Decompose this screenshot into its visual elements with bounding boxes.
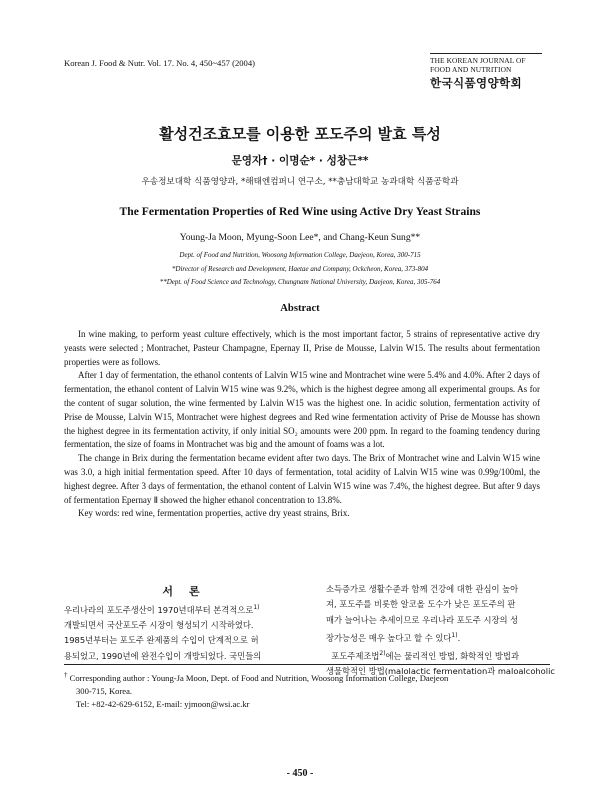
journal-rule [430, 53, 542, 54]
reference-marker: 1) [451, 631, 458, 639]
affiliation-en-2: *Director of Research and Development, Haetae and Company, Ockcheon, Korea, 373-804 [171, 265, 429, 273]
paper-title-kr: 활성건조효모를 이용한 포도주의 발효 특성 [159, 125, 441, 143]
journal-logo [430, 56, 542, 91]
affiliation-en-1: Dept. of Food and Nutrition, Woosong Information College, Daejeon, Korea, 300-715 [179, 251, 421, 259]
authors-kr: 문영자† · 이명순* · 성창근** [231, 155, 369, 167]
journal-name-kr: 한국식품영양학회 [430, 76, 523, 90]
authors-en: Young-Ja Moon, Myung-Soon Lee*, and Chang-Keun Sung** [179, 232, 421, 243]
reference-marker: 1) [253, 604, 260, 611]
corresponding-author-footnote [64, 669, 544, 711]
abstract-paragraph-2: After 1 day of fermentation, the ethanol contents of Lalvin W15 wine and Montrachet wine were 5.4% and 4.0%. After 2 days of fermentation, the ethanol content of Lalvin W15 wine was 9.2%, which is the highest degree among all experimental groups. As for the content of sugar solution, the wine fermented by Lalvin W15 was the highest one. In acidic solution, fermentation activity of Prise de Mousse, Lalvin W15, Montrachet were highest degrees and Red wine fermentation activity of Prise de Mousse has shown the highest degree in its fermentation activity, if only initial SO₂ amounts were 200 ppm. In regard to the foaming tendency during fermentation, the size of foams in Montrachet was big and the amount of foams was a lot. [64, 370, 540, 450]
intro-right-line-5: 포도주제조법$^{2)}$에는 물리적인 방법, 화학적인 방법과 [331, 649, 519, 661]
footnote-line-1: † Corresponding author : Young-Ja Moon, Dept. of Food and Nutrition, Woosong Information College, Daejeon [64, 671, 449, 683]
paper-title-en: The Fermentation Properties of Red Wine using Active Dry Yeast Strains [119, 205, 481, 218]
footnote-line-3: Tel: +82-42-629-6152, E-mail: yjmoon@wsi.ac.kr [76, 698, 250, 709]
page-number: - 450 - [286, 768, 314, 779]
footnote-divider [64, 664, 550, 665]
abstract-paragraph-3: The change in Brix during the fermentation became evident after two days. The Brix of Montrachet wine and Lalvin W15 wine was 3.0, a high initial fermentation speed. After 10 days of fermentation, total acidity of Lalvin W15 wine was 0.99g/100ml, the highest degree. After 3 days of fermentation, the ethanol content of Lalvin W15 wine was 7.4%, the highest degree. But after 9 days of fermentation Epernay Ⅱ showed the higher ethanol concentration to 13.8%. [64, 453, 540, 505]
abstract-body [64, 328, 540, 521]
intro-left-line-4: 용되었고, 1990년에 완전수입이 개방되었다. 국민들의 [64, 650, 262, 661]
journal-name-en-2: FOOD AND NUTRITION [430, 65, 512, 74]
journal-name-en-1: THE KOREAN JOURNAL OF [430, 56, 526, 65]
abstract-heading: Abstract [280, 303, 320, 314]
footnote-line-2: 300-715, Korea. [76, 685, 133, 696]
intro-left-line-3: 1985년부터는 포도주 완제품의 수입이 단계적으로 허 [64, 635, 259, 646]
reference-marker: 2) [379, 649, 386, 657]
intro-right-line-2: 져, 포도주를 비롯한 알코올 도수가 낮은 포도주의 판 [326, 599, 516, 610]
dagger-mark: † [64, 671, 68, 679]
affiliation-kr: 우송정보대학 식품영양과, *해태엔컴퍼니 연구소, **충남대학교 농과대학 식품공학과 [141, 177, 459, 187]
intro-right-line-3: 매가 늘어나는 추세이므로 우리나라 포도주 시장의 성 [326, 614, 519, 625]
section-title-introduction: 서론 [162, 585, 216, 598]
intro-right-line-6: 생물학적인 방법(malolactic fermentation과 maloalcoholic [326, 666, 555, 677]
abstract-keywords: Key words: red wine, fermentation properties, active dry yeast strains, Brix. [78, 508, 350, 519]
intro-right-line-1: 소득증가로 생활수준과 함께 건강에 대한 관심이 높아 [326, 584, 519, 594]
abstract-paragraph-1: In wine making, to perform yeast culture effectively, which is the most important factor, 5 strains of representative active dry yeasts were selected ; Montrachet, Pasteur Champagne, Epernay II, Prise de Mousse, Lalvin W15. The results about fermentation properties were as follows. [64, 329, 540, 367]
affiliation-en-3: **Dept. of Food Science and Technology, Chungnam National University, Daejeon, Korea, 305-764 [159, 278, 441, 286]
intro-left-column [64, 600, 316, 664]
intro-right-line-4: 장가능성은 매우 높다고 할 수 있다$^{1)}$. [326, 631, 461, 643]
intro-left-line-1: 우리나라의 포도주생산이 1970년대부터 본격적으로$^{1)}$ [64, 604, 260, 615]
intro-left-line-2: 개발되면서 국산포도주 시장이 형성되기 시작하였다. [64, 620, 254, 631]
citation-header: Korean J. Food & Nutr. Vol. 17. No. 4, 450~457 (2004) [64, 58, 256, 68]
